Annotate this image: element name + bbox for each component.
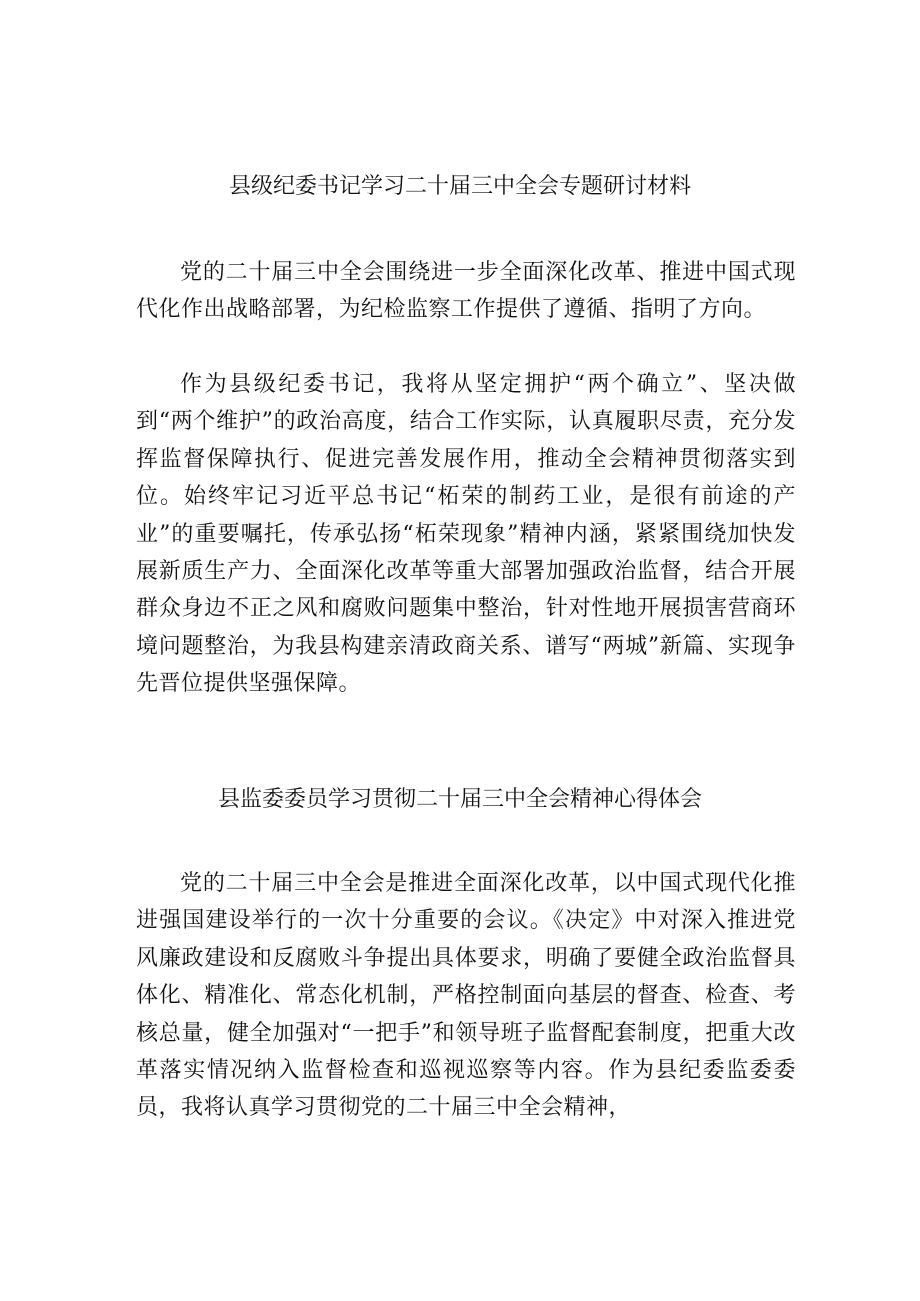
paragraph-1-1: 党的二十届三中全会围绕进一步全面深化改革、推进中国式现代化作出战略部署，为纪检监察工作提供了遵循、指明了方向。 [136, 260, 796, 323]
paragraph-2-1: 党的二十届三中全会是推进全面深化改革，以中国式现代化推进强国建设举行的一次十分重要的会议。《决定》中对深入推进党风廉政建设和反腐败斗争提出具体要求，明确了要健全政治监督具体化、精准化、常态化机制，严格控制面向基层的督查、检查、考核总量，健全加强对“一把手”和领导班子监督配套制度，把重大改革落实情况纳入监督检查和巡视巡察等内容。作为县纪委监委委员，我将认真学习贯彻党的二十届三中全会精神， [136, 871, 796, 1121]
document-title-1: 县级纪委书记学习二十届三中全会专题研讨材料 [228, 174, 691, 199]
paragraph-1-2: 作为县级纪委书记，我将从坚定拥护“两个确立”、坚决做到“两个维护”的政治高度，结合工作实际，认真履职尽责，充分发挥监督保障执行、促进完善发展作用，推动全会精神贯彻落实到位。始终牢记习近平总书记“柘荣的制药工业，是很有前途的产业”的重要嘱托，传承弘扬“柘荣现象”精神内涵，紧紧围绕加快发展新质生产力、全面深化改革等重大部署加强政治监督，结合开展群众身边不正之风和腐败问题集中整治，针对性地开展损害营商环境问题整治，为我县构建亲清政商关系、谱写“两城”新篇、实现争先晋位提供坚强保障。 [136, 372, 796, 697]
document-title-2: 县监委委员学习贯彻二十届三中全会精神心得体会 [217, 787, 702, 812]
